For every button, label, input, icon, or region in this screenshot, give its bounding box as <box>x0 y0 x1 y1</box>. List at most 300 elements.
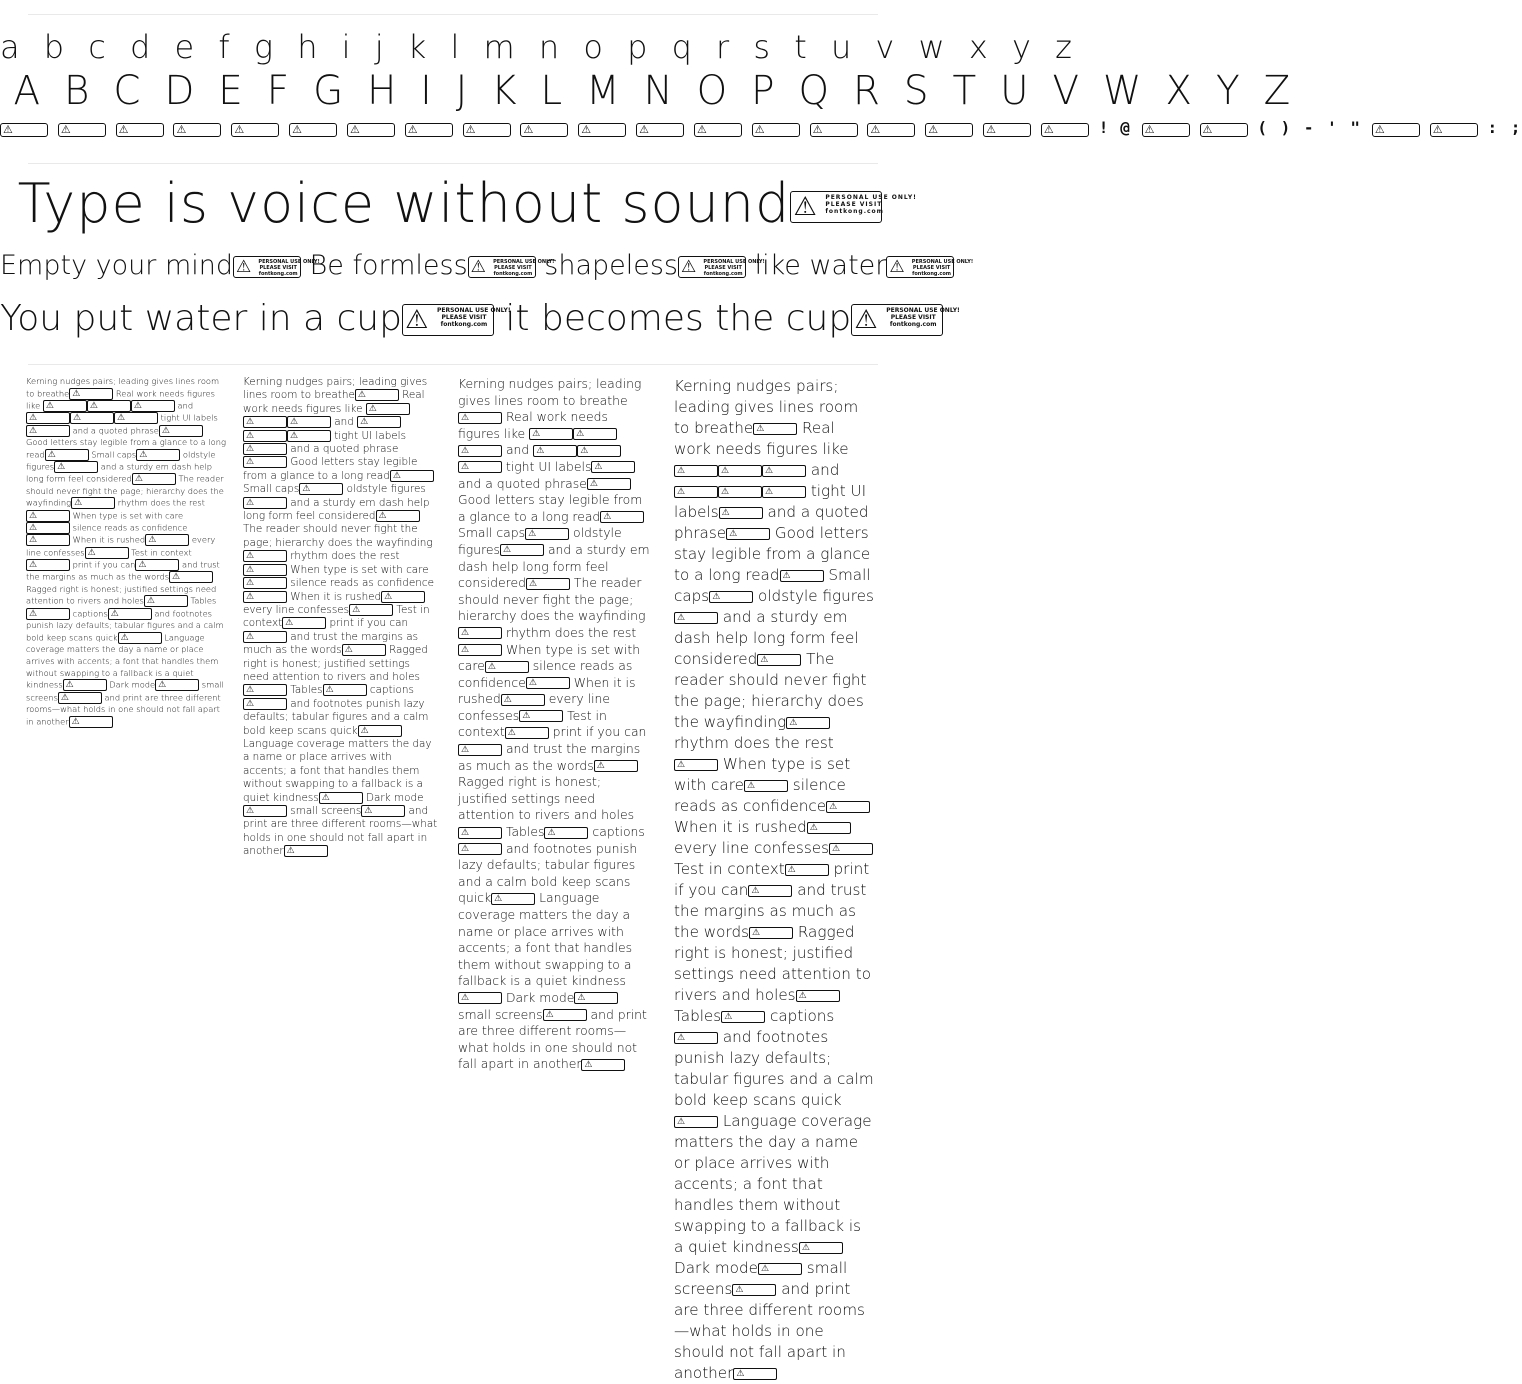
paragraph-text: silence reads as confidence <box>674 776 846 815</box>
personal-use-badge <box>674 612 718 624</box>
paragraph-text: and footnotes punish lazy defaults; tabular figures and a calm bold keep scans quick <box>243 697 429 737</box>
paragraph-text: Small caps <box>674 566 871 605</box>
paragraph-text: and footnotes punish lazy defaults; tabular figures and a calm bold keep scans quick <box>674 1028 874 1109</box>
warning-icon: ⚠ <box>461 744 470 755</box>
paragraph-text: captions <box>765 1007 835 1025</box>
warning-icon: ⚠ <box>407 122 420 136</box>
personal-use-badge <box>463 123 511 137</box>
warning-icon: ⚠ <box>532 429 541 440</box>
warning-icon: ⚠ <box>246 698 255 709</box>
warning-icon: ⚠ <box>677 1032 686 1043</box>
personal-use-badge <box>43 400 87 412</box>
paragraph-text: Test in context <box>243 603 430 630</box>
warning-icon: ⚠ <box>246 551 255 562</box>
personal-use-badge <box>587 478 631 490</box>
warning-icon: ⚠ <box>352 604 361 615</box>
warning-icon: ⚠ <box>246 457 255 468</box>
personal-use-badge <box>1142 123 1190 137</box>
paragraph-text: Real work needs figures like <box>674 419 849 458</box>
paragraph-text: tight UI labels <box>331 429 406 442</box>
personal-use-badge <box>500 544 544 556</box>
warning-icon: ⚠ <box>760 654 769 665</box>
paragraph-column-3 <box>458 376 653 1072</box>
warning-icon: ⚠ <box>29 608 38 619</box>
warning-icon: ⚠ <box>325 685 334 696</box>
paragraph-text: Real work needs figures like <box>26 388 215 411</box>
personal-use-badge <box>1430 123 1478 137</box>
personal-use-badge <box>491 893 535 905</box>
paragraph-text: captions <box>366 684 414 697</box>
personal-use-badge <box>925 123 973 137</box>
paragraph-text: and trust the margins as much as the words <box>674 881 867 941</box>
personal-use-badge <box>169 571 213 583</box>
personal-use-badge <box>526 677 570 689</box>
warning-icon: ⚠ <box>148 535 157 546</box>
warning-icon: ⚠ <box>357 390 366 401</box>
paragraph-text: When type is set with care <box>70 510 184 521</box>
warning-icon: ⚠ <box>1144 122 1157 136</box>
personal-use-badge <box>886 256 974 278</box>
warning-icon: ⚠ <box>801 1242 810 1253</box>
paragraph-text: and print are three different rooms—what holds in one should not fall apart in another <box>674 1280 865 1382</box>
personal-use-badge <box>752 123 800 137</box>
paragraph-text: and a quoted phrase <box>70 425 159 436</box>
personal-use-badge <box>529 428 573 440</box>
paragraph-text: silence reads as confidence <box>287 577 434 590</box>
warning-icon: ⚠ <box>139 449 148 460</box>
warning-icon: ⚠ <box>461 844 470 855</box>
personal-use-badge <box>282 617 326 629</box>
personal-use-badge <box>674 465 718 477</box>
warning-icon: ⚠ <box>138 559 147 570</box>
paragraph-text: Test in context <box>674 860 785 878</box>
paragraph-text: Good letters stay legible from a glance to a long read <box>243 456 418 482</box>
warning-icon: ⚠ <box>246 444 255 455</box>
personal-use-badge <box>810 123 858 137</box>
personal-use-badge <box>289 123 337 137</box>
warning-icon: ⚠ <box>1202 122 1215 136</box>
paragraph-text: tight UI labels <box>158 412 218 423</box>
warning-icon: ⚠ <box>547 827 556 838</box>
personal-use-badge <box>26 510 70 522</box>
personal-use-badge <box>284 845 328 857</box>
personal-use-badge <box>136 449 180 461</box>
warning-icon: ⚠ <box>765 486 774 497</box>
personal-use-badge <box>983 123 1031 137</box>
personal-use-badge <box>520 123 568 137</box>
warning-icon: ⚠ <box>378 511 387 522</box>
personal-use-badge <box>355 389 399 401</box>
paragraph-text: and footnotes punish lazy defaults; tabular figures and a calm bold keep scans quick <box>26 608 224 643</box>
personal-use-badge <box>243 550 287 562</box>
badge-text: PERSONAL USE ONLY! PLEASE VISIT fontkong.com <box>825 194 917 216</box>
personal-use-badge <box>243 564 287 576</box>
warning-icon: ⚠ <box>522 711 531 722</box>
personal-use-badge <box>544 827 588 839</box>
warning-icon: ⚠ <box>133 401 142 412</box>
personal-use-badge <box>867 123 915 137</box>
lowercase-alphabet: a b c d e f g h i j k l m n o p q r s t u v w x y z <box>0 28 1079 66</box>
paragraph-text: When type is set with care <box>674 755 851 794</box>
personal-use-badge <box>1041 123 1089 137</box>
paragraph-text: Tables <box>502 824 545 840</box>
personal-use-badge <box>718 486 762 498</box>
warning-icon: ⚠ <box>729 528 738 539</box>
paragraph-text: tight UI labels <box>674 482 867 521</box>
personal-use-badge <box>26 608 70 620</box>
sample-phrase: shapeless <box>544 250 678 281</box>
personal-use-badge <box>458 744 502 756</box>
badge-text: PERSONAL USE ONLY! PLEASE VISIT fontkong.com <box>703 258 765 277</box>
personal-use-badge <box>674 1116 718 1128</box>
warning-icon: ⚠ <box>465 122 478 136</box>
paragraph-text: tight UI labels <box>502 458 592 474</box>
warning-icon: ⚠ <box>870 122 883 136</box>
warning-icon: ⚠ <box>29 425 38 436</box>
personal-use-badge <box>694 123 742 137</box>
personal-use-badge <box>0 123 48 137</box>
paragraph-text: and footnotes punish lazy defaults; tabular figures and a calm bold keep scans quick <box>458 840 638 906</box>
warning-icon: ⚠ <box>536 445 545 456</box>
warning-icon: ⚠ <box>158 680 167 691</box>
paragraph-text: every line confesses <box>674 839 830 857</box>
warning-icon: ⚠ <box>735 1284 744 1295</box>
warning-icon: ⚠ <box>712 591 721 602</box>
paragraph-text: and <box>331 416 358 429</box>
warning-icon: ⚠ <box>110 608 119 619</box>
paragraph-text: print if you can <box>548 724 647 740</box>
paragraph-text: and trust the margins as much as the words <box>243 630 419 657</box>
personal-use-badge <box>748 885 792 897</box>
warning-icon: ⚠ <box>677 1116 686 1127</box>
personal-use-badge <box>826 801 870 813</box>
personal-use-badge <box>243 805 287 817</box>
personal-use-badge <box>144 595 188 607</box>
uppercase-alphabet: A B C D E F G H I J K L M N O P Q R S T U V W X Y Z <box>13 68 1297 114</box>
paragraph-text: Good letters stay legible from a glance to a long read <box>26 436 226 460</box>
warning-icon: ⚠ <box>812 122 825 136</box>
badge-text: PERSONAL USE ONLY! PLEASE VISIT fontkong.com <box>493 258 555 277</box>
warning-icon: ⚠ <box>246 564 255 575</box>
warning-icon: ⚠ <box>789 717 798 728</box>
warning-icon: ⚠ <box>87 547 96 558</box>
warning-icon: ⚠ <box>470 256 486 277</box>
personal-use-badge <box>485 661 529 673</box>
personal-use-badge <box>636 123 684 137</box>
paragraph-text: Dark mode <box>106 679 156 690</box>
warning-icon: ⚠ <box>576 429 585 440</box>
warning-icon: ⚠ <box>384 591 393 602</box>
warning-icon: ⚠ <box>286 846 295 857</box>
personal-use-badge <box>173 123 221 137</box>
warning-icon: ⚠ <box>29 535 38 546</box>
personal-use-badge <box>243 443 287 455</box>
warning-icon: ⚠ <box>528 578 538 589</box>
warning-icon: ⚠ <box>360 417 369 428</box>
paragraph-text: and a sturdy em dash help long form feel considered <box>243 496 430 523</box>
paragraph-text: every line confesses <box>26 534 216 558</box>
warning-icon: ⚠ <box>787 864 796 875</box>
paragraph-text: and a sturdy em dash help long form feel considered <box>26 461 212 484</box>
paragraph-text: The reader should never fight the page; hierarchy does the wayfinding <box>243 523 433 549</box>
paragraph-text: rhythm does the rest <box>287 550 400 563</box>
paragraph-text: Small caps <box>458 525 526 541</box>
personal-use-badge <box>323 684 367 696</box>
paragraph-text: rhythm does the rest <box>674 734 834 752</box>
warning-icon: ⚠ <box>928 122 941 136</box>
warning-icon: ⚠ <box>290 430 299 441</box>
warning-icon: ⚠ <box>507 727 516 738</box>
warning-icon: ⚠ <box>117 413 126 424</box>
personal-use-badge <box>721 1011 765 1023</box>
warning-icon: ⚠ <box>1374 122 1387 136</box>
paragraph-text: Small caps <box>88 449 137 460</box>
paragraph-text: small screens <box>287 805 362 817</box>
warning-icon: ⚠ <box>57 462 66 473</box>
paragraph-text: Tables <box>674 1007 722 1025</box>
personal-use-badge <box>26 559 70 571</box>
warning-icon: ⚠ <box>528 528 537 539</box>
warning-icon: ⚠ <box>829 801 838 812</box>
personal-use-badge <box>357 416 401 428</box>
warning-icon: ⚠ <box>246 685 255 696</box>
warning-icon: ⚠ <box>503 545 512 556</box>
personal-use-badge <box>851 304 960 336</box>
warning-icon: ⚠ <box>321 792 330 803</box>
warning-icon: ⚠ <box>889 256 905 277</box>
badge-text: PERSONAL USE ONLY! PLEASE VISIT fontkong.com <box>436 307 511 328</box>
warning-icon: ⚠ <box>134 474 143 485</box>
warning-icon: ⚠ <box>1043 122 1056 136</box>
paragraph-text: Dark mode <box>674 1259 758 1277</box>
symbol-glyph: @ <box>1120 118 1132 137</box>
paragraph-text: and print are three different rooms—what holds in one should not fall apart in another <box>458 1006 647 1072</box>
warning-icon: ⚠ <box>72 388 81 399</box>
personal-use-badge <box>758 1263 802 1275</box>
warning-icon: ⚠ <box>832 843 841 854</box>
paragraph-text: captions <box>588 824 645 840</box>
personal-use-badge <box>366 403 410 415</box>
personal-use-badge <box>468 256 555 278</box>
warning-icon: ⚠ <box>782 570 791 581</box>
personal-use-badge <box>519 710 563 722</box>
paragraph-text: Real work needs figures like <box>243 389 425 415</box>
paragraph-text: and a quoted phrase <box>458 475 587 491</box>
personal-use-badge <box>361 805 405 817</box>
personal-use-badge <box>762 465 806 477</box>
personal-use-badge <box>577 445 621 457</box>
warning-icon: ⚠ <box>161 425 170 436</box>
personal-use-badge <box>501 694 545 706</box>
warning-icon: ⚠ <box>360 725 369 736</box>
warning-icon: ⚠ <box>234 122 247 136</box>
personal-use-badge <box>458 843 502 855</box>
personal-use-badge <box>145 534 189 546</box>
personal-use-badge <box>299 483 343 495</box>
paragraph-text: The reader should never fight the page; hierarchy does the wayfinding <box>26 473 224 508</box>
warning-icon: ⚠ <box>45 401 54 412</box>
warning-icon: ⚠ <box>577 993 586 1004</box>
paragraph-text: every line confesses <box>243 603 350 616</box>
personal-use-badge <box>574 992 618 1004</box>
personal-use-badge <box>85 547 129 559</box>
personal-use-badge <box>63 679 107 691</box>
paragraph-text: Kerning nudges pairs; leading gives lines room to breathe <box>674 377 859 437</box>
personal-use-badge <box>69 388 113 400</box>
paragraph-text: and trust the margins as much as the words <box>458 741 641 773</box>
warning-icon: ⚠ <box>461 993 470 1004</box>
personal-use-badge <box>342 644 386 656</box>
warning-icon: ⚠ <box>344 645 353 656</box>
warning-icon: ⚠ <box>503 694 512 705</box>
warning-icon: ⚠ <box>285 618 294 629</box>
warning-icon: ⚠ <box>47 449 56 460</box>
personal-use-badge <box>718 465 762 477</box>
personal-use-badge <box>785 864 829 876</box>
warning-icon: ⚠ <box>487 661 496 672</box>
paragraph-text: Language coverage matters the day a name or place arrives with accents; a font that handles them without swapping to a fallback is a quiet kindness <box>26 632 219 690</box>
personal-use-badge <box>243 684 287 696</box>
paragraph-text: When type is set with care <box>458 641 641 674</box>
paragraph-text: Tables <box>287 684 323 697</box>
sample-phrase: You put water in a cup <box>0 298 402 339</box>
sample-phrase: it becomes the cup <box>505 298 852 339</box>
paragraph-text: and a sturdy em dash help long form feel considered <box>458 541 650 591</box>
warning-icon: ⚠ <box>580 445 589 456</box>
paragraph-text: When type is set with care <box>287 563 429 576</box>
paragraph-text: Ragged right is honest; justified settings need attention to rivers and holes <box>26 583 217 606</box>
paragraph-text: oldstyle figures <box>458 525 622 557</box>
paragraph-column-2 <box>243 376 438 858</box>
warning-icon: ⚠ <box>120 632 129 643</box>
warning-icon: ⚠ <box>677 465 686 476</box>
paragraph-text: Language coverage matters the day a name or place arrives with accents; a font that handles them without swapping to a fallback is a quiet kindness <box>243 737 432 804</box>
warning-icon: ⚠ <box>793 192 818 223</box>
warning-icon: ⚠ <box>1432 122 1445 136</box>
personal-use-badge <box>87 400 131 412</box>
paragraph-text: Kerning nudges pairs; leading gives lines room to breathe <box>458 376 642 408</box>
personal-use-badge <box>390 470 434 482</box>
paragraph-text: and a sturdy em dash help long form feel considered <box>674 608 859 668</box>
paragraph-text: rhythm does the rest <box>502 624 637 640</box>
warning-icon: ⚠ <box>236 256 252 277</box>
sample-phrase: Be formless <box>309 250 468 281</box>
personal-use-badge <box>796 990 840 1002</box>
personal-use-badge <box>376 510 420 522</box>
symbol-glyph: : ; <box>1487 118 1522 137</box>
warning-icon: ⚠ <box>29 510 38 521</box>
personal-use-badge <box>69 716 113 728</box>
paragraph-text: rhythm does the rest <box>115 497 205 508</box>
warning-icon: ⚠ <box>73 413 82 424</box>
divider-bottom <box>28 364 878 365</box>
personal-use-badge <box>829 843 873 855</box>
paragraph-text: Language coverage matters the day a name or place arrives with accents; a font that handles them without swapping to a fallback is a quiet kindness <box>674 1112 872 1256</box>
paragraph-text: every line confesses <box>458 691 610 723</box>
personal-use-badge <box>243 416 287 428</box>
personal-use-badge <box>243 497 287 509</box>
warning-icon: ⚠ <box>765 465 774 476</box>
personal-use-badge <box>231 123 279 137</box>
warning-icon: ⚠ <box>246 430 255 441</box>
warning-icon: ⚠ <box>721 486 730 497</box>
warning-icon: ⚠ <box>71 716 80 727</box>
personal-use-badge <box>26 534 70 546</box>
paragraph-text: and a quoted phrase <box>287 443 399 456</box>
warning-icon: ⚠ <box>721 507 730 518</box>
warning-icon: ⚠ <box>594 462 603 473</box>
warning-icon: ⚠ <box>754 122 767 136</box>
personal-use-badge <box>243 456 287 468</box>
warning-icon: ⚠ <box>854 305 878 335</box>
warning-icon: ⚠ <box>292 122 305 136</box>
paragraph-text: Ragged right is honest; justified settings need attention to rivers and holes <box>458 774 635 823</box>
personal-use-badge <box>26 412 70 424</box>
warning-icon: ⚠ <box>146 596 155 607</box>
warning-icon: ⚠ <box>89 401 98 412</box>
personal-use-badge <box>26 425 70 437</box>
warning-icon: ⚠ <box>581 122 594 136</box>
personal-use-badge <box>733 1368 777 1380</box>
warning-icon: ⚠ <box>404 305 429 335</box>
personal-use-badge <box>458 644 502 656</box>
personal-use-badge <box>458 412 502 424</box>
personal-use-badge <box>526 578 570 590</box>
paragraph-text: Tables <box>187 595 217 606</box>
divider-middle <box>28 163 878 164</box>
personal-use-badge <box>753 423 797 435</box>
personal-use-badge <box>786 717 830 729</box>
personal-use-badge <box>719 507 763 519</box>
warning-icon: ⚠ <box>118 122 131 136</box>
personal-use-badge <box>533 445 577 457</box>
paragraph-text: Test in context <box>128 547 192 558</box>
warning-icon: ⚠ <box>696 122 709 136</box>
warning-icon: ⚠ <box>596 761 605 772</box>
paragraph-text: and print are three different rooms—what holds in one should not fall apart in another <box>26 692 221 727</box>
paragraph-text: oldstyle figures <box>343 483 426 496</box>
personal-use-badge <box>578 123 626 137</box>
paragraph-text: When it is rushed <box>458 674 636 707</box>
warning-icon: ⚠ <box>461 628 470 639</box>
paragraph-text: Good letters stay legible from a glance to a long read <box>674 524 871 584</box>
paragraph-text: silence reads as confidence <box>458 658 633 690</box>
warning-icon: ⚠ <box>681 256 697 277</box>
personal-use-badge <box>71 497 115 509</box>
warning-icon: ⚠ <box>176 122 189 136</box>
personal-use-badge <box>58 692 102 704</box>
personal-use-badge <box>135 559 179 571</box>
warning-icon: ⚠ <box>246 806 255 816</box>
warning-icon: ⚠ <box>461 412 470 423</box>
personal-use-badge <box>732 1284 776 1296</box>
warning-icon: ⚠ <box>528 678 537 689</box>
personal-use-badge <box>58 123 106 137</box>
personal-use-badge <box>108 608 152 620</box>
warning-icon: ⚠ <box>29 559 38 570</box>
personal-use-badge <box>799 1242 843 1254</box>
paragraph-text: small screens <box>674 1259 848 1298</box>
warning-icon: ⚠ <box>589 479 598 490</box>
personal-use-badge <box>594 760 638 772</box>
paragraph-text: oldstyle figures <box>26 449 216 472</box>
personal-use-badge <box>233 256 320 278</box>
personal-use-badge <box>1200 123 1248 137</box>
personal-use-badge <box>543 1009 587 1021</box>
paragraph-text: Dark mode <box>502 989 575 1005</box>
personal-use-badge <box>159 425 203 437</box>
badge-text: PERSONAL USE ONLY! PLEASE VISIT fontkong.com <box>258 258 320 277</box>
